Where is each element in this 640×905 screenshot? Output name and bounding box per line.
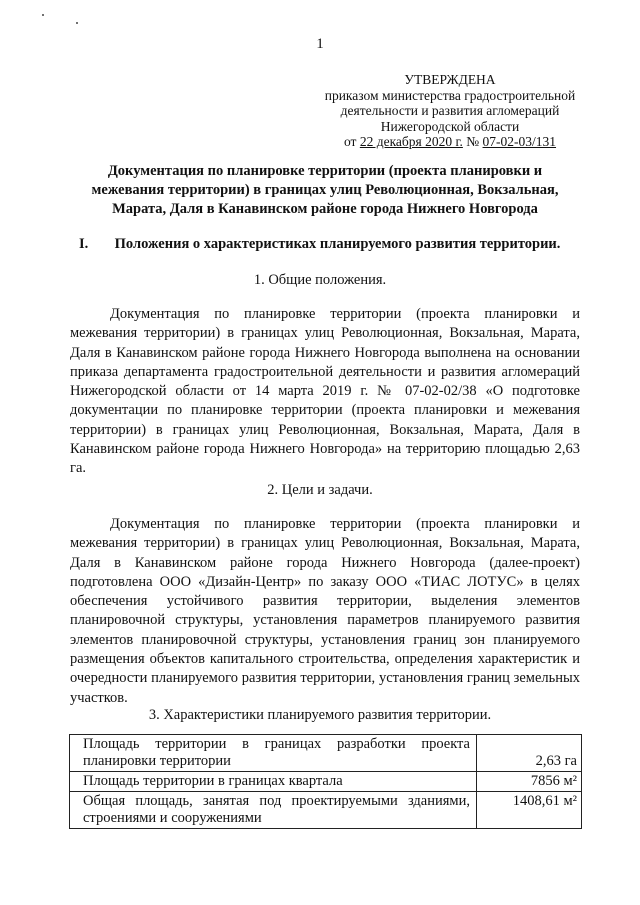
section-title: Положения о характеристиках планируемого развития территории. (114, 236, 561, 252)
table-row (70, 772, 582, 792)
paragraph: Документация по планировке территории (проекта планировки и межевания территории) в границах улиц Революционная, Вокзальная, Марата, Даля в Канавинском районе города Нижнего Новгорода (далее-проект) подготовлена ООО «Дизайн-Центр» по заказу ООО «ТИАС ЛОТУС» в целях обеспечения устойчивого развития территории, выделения элементов планировочной структуры, установления параметров планируемого развития элементов планировочной структуры, установления границ зон планируемого размещения объектов капитального строительства, определения характеристик и очередности планируемого развития территории, установления границ земельных участков. (70, 516, 580, 706)
approval-date-line (318, 134, 582, 150)
table-row (70, 735, 582, 772)
characteristics-table (69, 734, 582, 829)
subsection-heading: 1. Общие положения. (253, 272, 387, 288)
table-row (70, 792, 582, 829)
approval-date: 22 декабря 2020 г. (359, 134, 463, 149)
document-title: Документация по планировке территории (проекта планировки и межевания территории) в границах улиц Революционная, Вокзальная, Марата, Даля в Канавинском районе города Нижнего Новгорода (91, 163, 559, 217)
table-cell-label: Площадь территории в границах разработки проекта планировки территории (70, 735, 477, 772)
paragraph: Документация по планировке территории (проекта планировки и межевания территории) в границах улиц Революционная, Вокзальная, Марата, Даля в Канавинском районе города Нижнего Новгорода выполнена на основании приказа департамента градостроительной деятельности и развития агломераций Нижегородской области от 14 марта 2019 г. № 07-02-02/38 «О подготовке документации по планировке территории (проекта планировки и межевания территории) в границах улиц Революционная, Вокзальная, Марата, Даля в Канавинском районе города Нижнего Новгорода» на территорию площадью 2,63 га. (70, 306, 580, 477)
approval-number-prefix: № (466, 134, 480, 149)
subsection-heading: 2. Цели и задачи. (267, 482, 373, 498)
approval-date-prefix: от (343, 134, 357, 149)
scan-speck (76, 22, 78, 24)
table-cell-value: 1408,61 м² (477, 792, 582, 829)
page-number: 1 (316, 36, 324, 52)
approval-line: приказом министерства градостроительной (324, 87, 576, 103)
approval-line: Нижегородской области (380, 118, 520, 134)
subsection-heading: 3. Характеристики планируемого развития территории. (148, 707, 492, 723)
table-cell-label: Площадь территории в границах квартала (70, 772, 477, 792)
table-cell-value: 7856 м² (477, 772, 582, 792)
section-heading (79, 236, 589, 253)
table-cell-label: Общая площадь, занятая под проектируемыми зданиями, строениями и сооружениями (70, 792, 477, 829)
scan-speck (42, 14, 44, 16)
approval-heading: УТВЕРЖДЕНА (404, 72, 496, 87)
table-cell-value: 2,63 га (477, 735, 582, 772)
approval-stamp (318, 72, 582, 150)
approval-line: деятельности и развития агломераций (340, 103, 560, 118)
section-number: I. (79, 236, 89, 252)
approval-number: 07-02-03/131 (482, 134, 557, 149)
